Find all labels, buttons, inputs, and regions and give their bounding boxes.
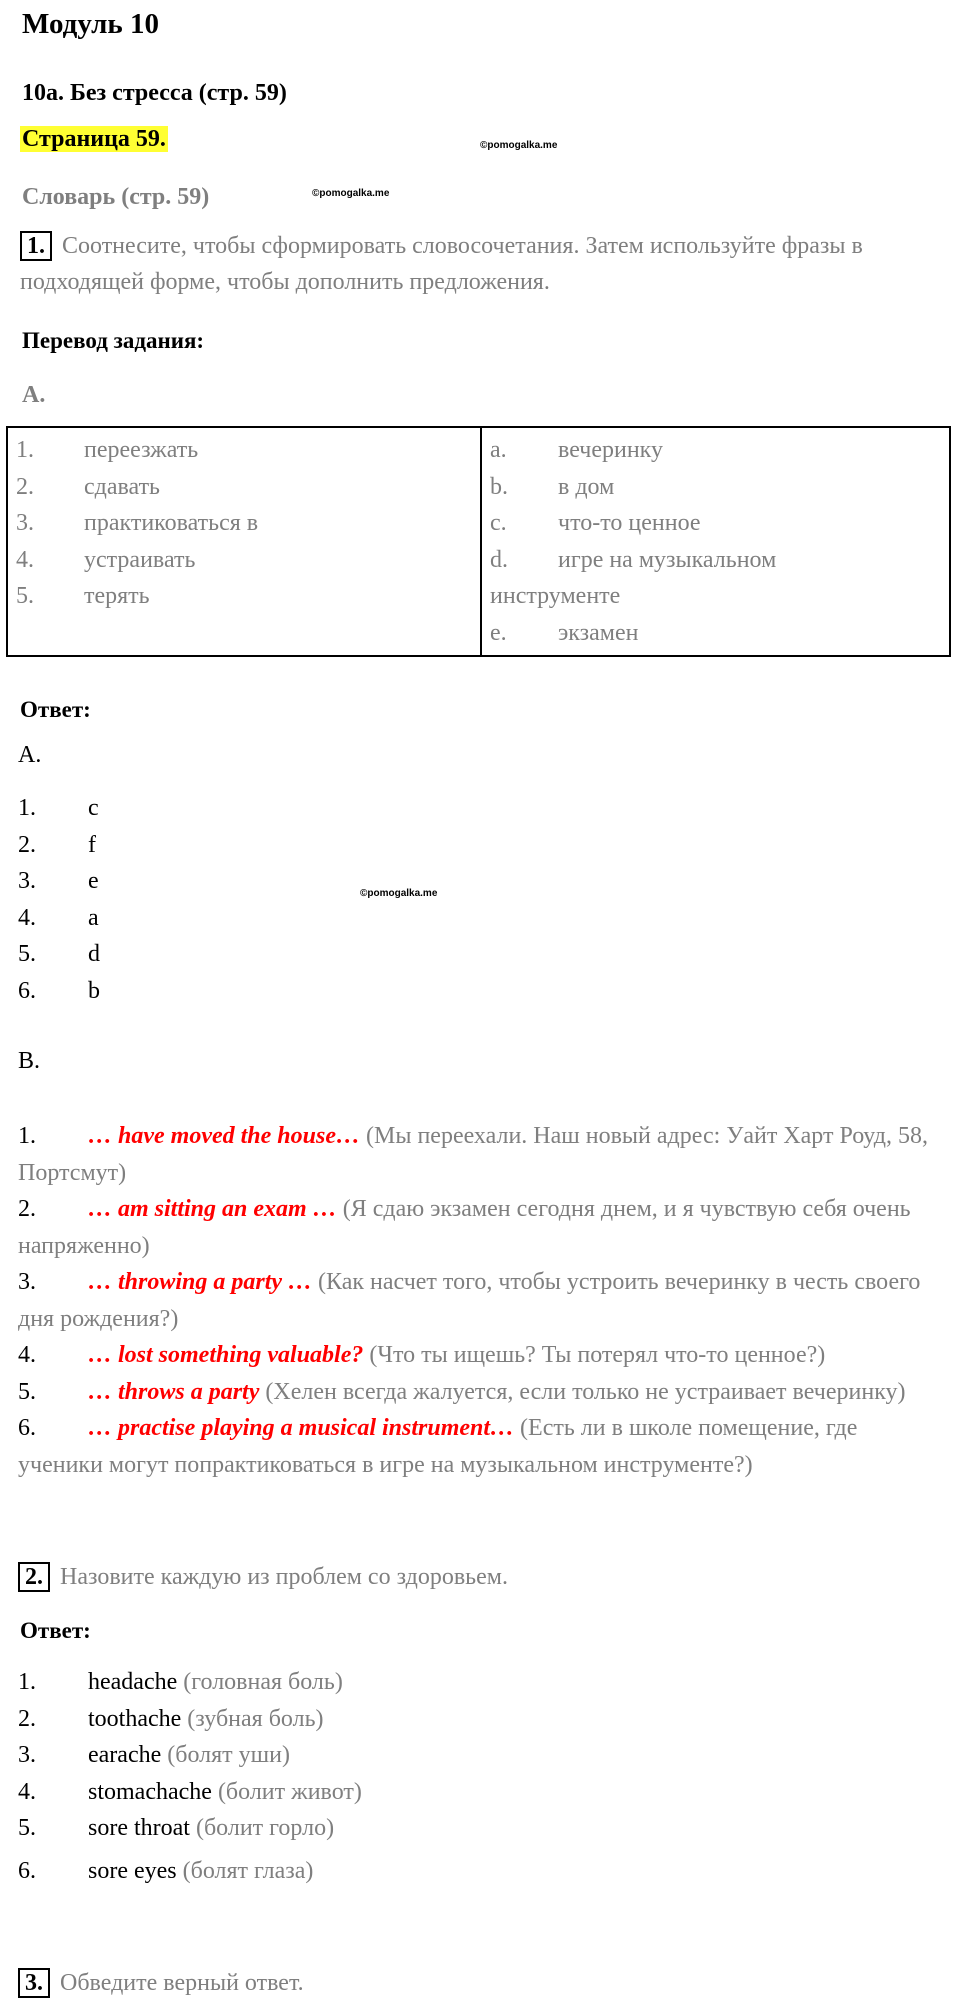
page-label bbox=[20, 126, 168, 153]
task3 bbox=[18, 1968, 304, 1998]
watermark-1: ©pomogalka.me bbox=[480, 140, 558, 151]
answers-a bbox=[18, 790, 100, 1009]
left-item: 2. сдавать bbox=[16, 473, 160, 500]
left-item: 1. переезжать bbox=[16, 437, 199, 463]
answer-2-item: 3. earache (болят уши) bbox=[18, 1742, 290, 1768]
answer-a-item: 3. e bbox=[18, 868, 99, 894]
section-title: 10а. Без стресса (стр. 59) bbox=[22, 80, 287, 106]
task2-text: Назовите каждую из проблем со здоровьем. bbox=[60, 1564, 508, 1590]
answer-b-item: 3. … throwing a party … (Как насчет того, чтобы устроить вечеринку в честь своего дня рождения?) bbox=[18, 1269, 921, 1332]
page-label-text: Страница 59. bbox=[22, 126, 166, 152]
part-a-label: А. bbox=[18, 742, 42, 768]
translation-label: Перевод задания: bbox=[22, 328, 205, 353]
answer-2-item: 4. stomachache (болит живот) bbox=[18, 1778, 362, 1805]
right-item: инструменте bbox=[490, 583, 621, 609]
task2 bbox=[18, 1562, 508, 1592]
answer-2-item: 2. toothache (зубная боль) bbox=[18, 1705, 324, 1732]
left-column bbox=[7, 427, 481, 656]
right-item: e. экзамен bbox=[490, 619, 639, 646]
answer-b-item: 5. … throws a party (Хелен всегда жалуется, если только не устраивает вечеринку) bbox=[18, 1378, 906, 1405]
right-item: c. что-то ценное bbox=[490, 510, 701, 536]
watermark-3: ©pomogalka.me bbox=[360, 888, 438, 899]
task3-number: 3. bbox=[18, 1968, 50, 1998]
answer-a-item: 4. a bbox=[18, 904, 99, 931]
left-item: 5. терять bbox=[16, 583, 150, 609]
right-item: a. вечеринку bbox=[490, 437, 663, 463]
answer-a-item: 2. f bbox=[18, 831, 96, 858]
answer-2-item: 6. sore eyes (болят глаза) bbox=[18, 1857, 314, 1884]
task1 bbox=[20, 228, 940, 300]
vocab-title: Словарь (стр. 59) bbox=[22, 184, 210, 210]
answer-a-item: 6. b bbox=[18, 977, 100, 1004]
answer-label: Ответ: bbox=[20, 697, 91, 722]
answer-b-item: 4. … lost something valuable? (Что ты ищешь? Ты потерял что-то ценное?) bbox=[18, 1342, 826, 1368]
answer-a-item: 5. d bbox=[18, 941, 100, 967]
module-title: Модуль 10 bbox=[22, 8, 159, 40]
answer-b-item: 6. … practise playing a musical instrument… (Есть ли в школе помещение, где ученики могут попрактиковаться в игре на музыкальном инструменте?) bbox=[18, 1415, 858, 1478]
part-a-gray-label: А. bbox=[22, 382, 46, 408]
right-item: b. в дом bbox=[490, 473, 615, 500]
answer-2-item: 1. headache (головная боль) bbox=[18, 1669, 343, 1695]
left-item: 4. устраивать bbox=[16, 546, 196, 573]
task1-text: Соотнесите, чтобы сформировать словосочетания. Затем используйте фразы в подходящей форме, чтобы дополнить предложения. bbox=[20, 233, 863, 295]
matching-table bbox=[6, 426, 951, 657]
part-b-label: B. bbox=[18, 1048, 41, 1074]
answers-2 bbox=[18, 1664, 362, 1889]
answer-b-item: 2. … am sitting an exam … (Я сдаю экзамен сегодня днем, и я чувствую себя очень напряженно) bbox=[18, 1196, 911, 1259]
right-item: d. игре на музыкальном bbox=[490, 546, 777, 573]
answers-b bbox=[18, 1118, 938, 1483]
answer-a-item: 1. c bbox=[18, 795, 99, 821]
task3-text: Обведите верный ответ. bbox=[60, 1970, 304, 1996]
answer-b-item: 1. … have moved the house… (Мы переехали. Наш новый адрес: Уайт Харт Роуд, 58, Портсмут) bbox=[18, 1123, 929, 1186]
answer2-label: Ответ: bbox=[20, 1618, 91, 1643]
right-column bbox=[481, 427, 950, 656]
watermark-2: ©pomogalka.me bbox=[312, 188, 390, 199]
answer-2-item: 5. sore throat (болит горло) bbox=[18, 1815, 335, 1841]
task1-number: 1. bbox=[20, 231, 52, 261]
task2-number: 2. bbox=[18, 1562, 50, 1592]
left-item: 3. практиковаться в bbox=[16, 510, 259, 536]
